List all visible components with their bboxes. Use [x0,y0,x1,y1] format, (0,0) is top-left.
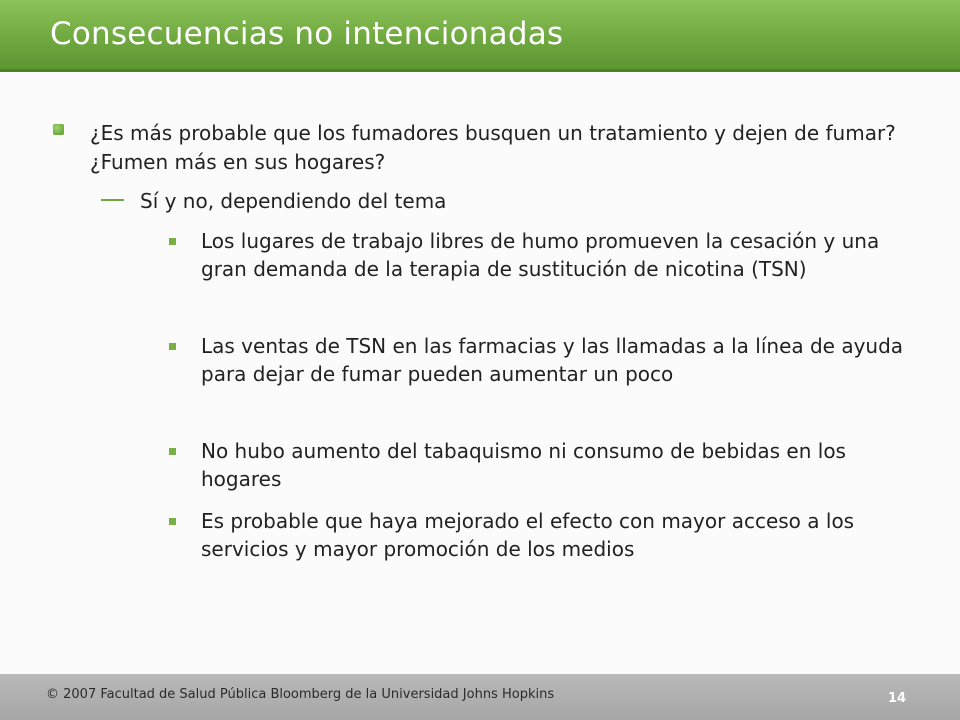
level1-bullet-icon [53,124,64,135]
square-bullet-icon [169,343,176,350]
bullet-question: ¿Es más probable que los fumadores busquen un tratamiento y dejen de fumar? ¿Fumen más en sus hogares? [90,121,896,174]
list-item: Las ventas de TSN en las farmacias y las llamadas a la línea de ayuda para dejar de fumar pueden aumentar un poco [201,334,904,386]
square-bullet-icon [169,238,176,245]
page-number: 14 [888,691,907,706]
square-bullet-icon [169,448,176,455]
list-item: No hubo aumento del tabaquismo ni consumo de bebidas en los hogares [201,439,846,491]
slide-title: Consecuencias no intencionadas [50,16,564,52]
copyright-text: © 2007 Facultad de Salud Pública Bloomberg de la Universidad Johns Hopkins [46,687,555,702]
sub-bullet-answer: Sí y no, dependiendo del tema [140,189,447,213]
dash-bullet-icon [101,199,124,201]
footer-bar [0,674,960,720]
list-item: Los lugares de trabajo libres de humo promueven la cesación y una gran demanda de la terapia de sustitución de nicotina (TSN) [201,229,880,281]
list-item: Es probable que haya mejorado el efecto con mayor acceso a los servicios y mayor promoción de los medios [201,509,855,561]
square-bullet-icon [169,518,176,525]
